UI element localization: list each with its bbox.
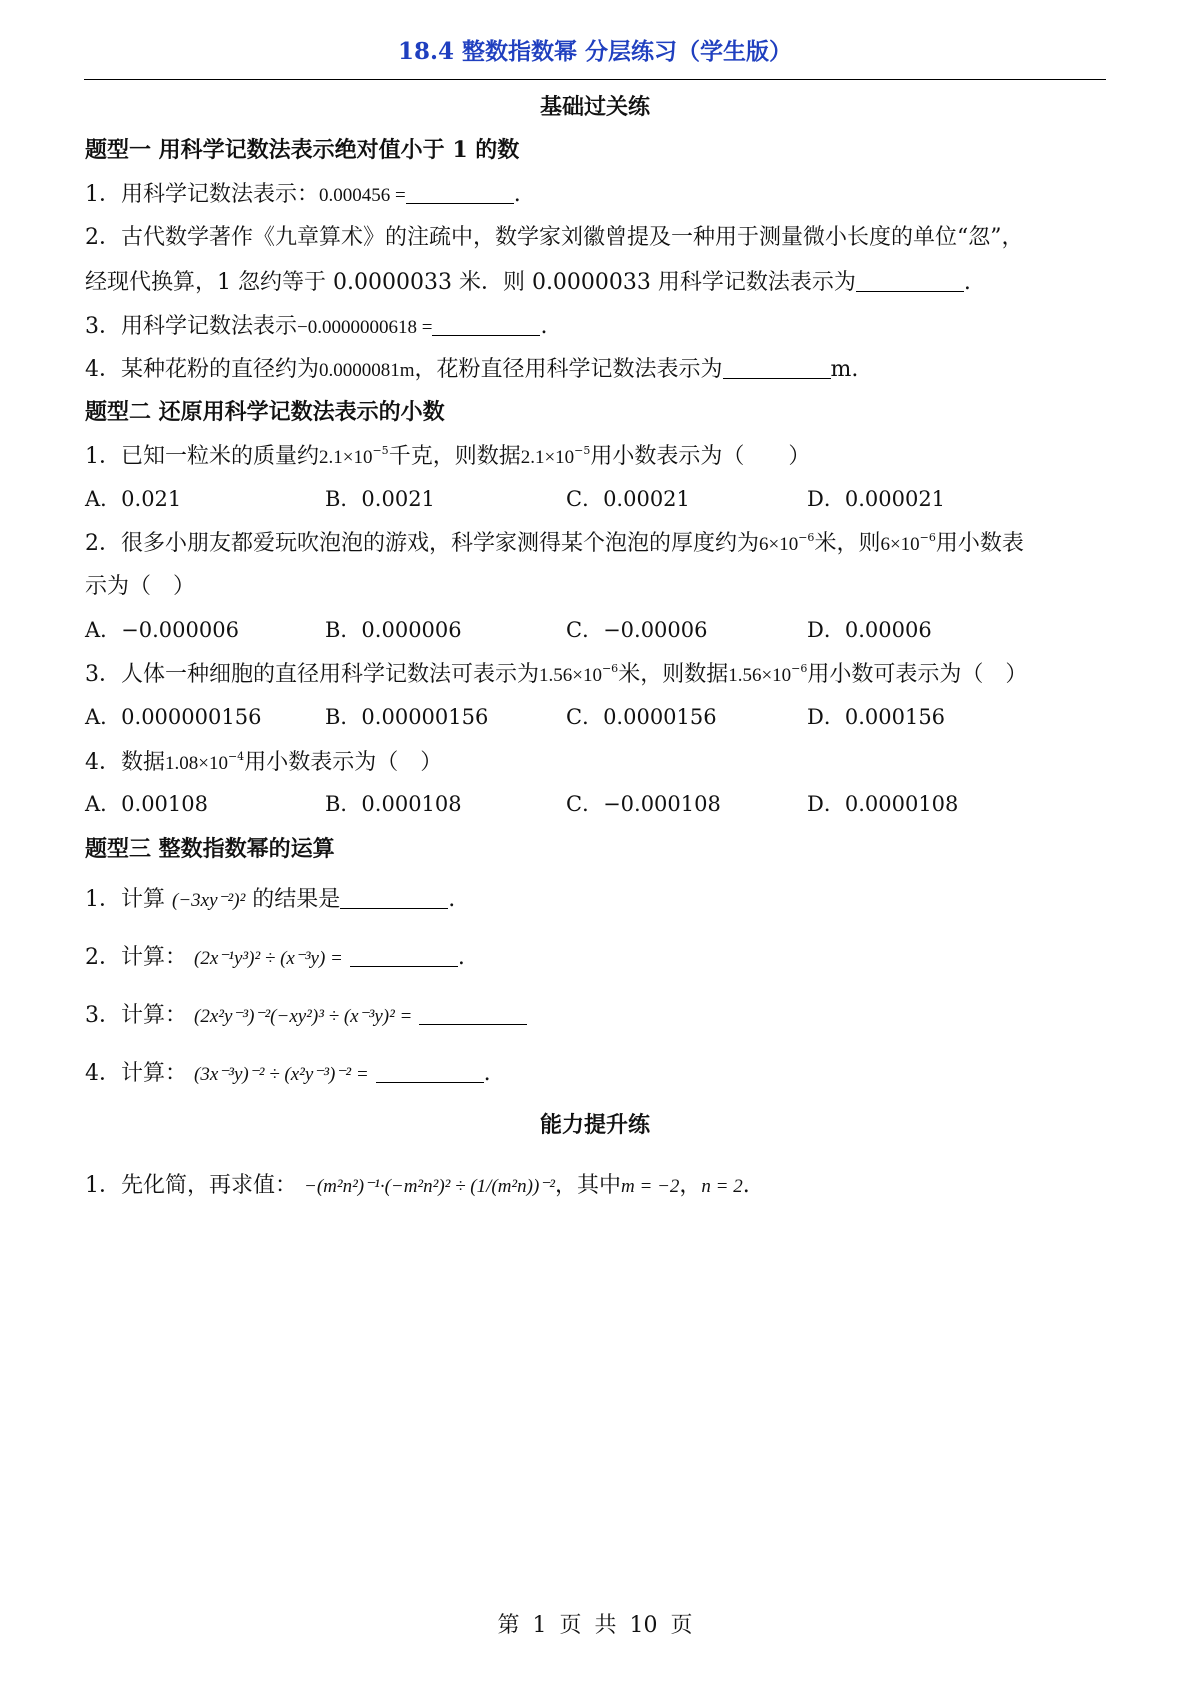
section-advanced-title: 能力提升练 [539,1112,650,1138]
type-two-heading: 题型二 还原用科学记数法表示的小数 [85,399,445,425]
t2-question-1: 1．已知一粒米的质量约$2.1\times 10^{-5}$千克，则数据$2.1\times 10^{-5}$用小数表示为（ ） [85,444,811,469]
type-one-heading: 题型一 用科学记数法表示绝对值小于 1 的数 [85,137,520,163]
t1-question-2-line-2: 经现代换算，1 忽约等于 0.0000033 米．则 0.0000033 用科学记数法表示为 . [85,270,971,295]
t2-q4-option-d[interactable]: D．0.0000108 [807,792,959,816]
t2-q3-option-c[interactable]: C．0.0000156 [566,705,717,729]
math-expression: (2x⁻¹y³)² ÷ (x⁻³y) = [194,948,343,969]
type-three-heading: 题型三 整数指数幂的运算 [85,836,335,862]
answer-blank [340,886,448,909]
adv-question-1: 1．先化简，再求值： −(m²n²)⁻¹·(−m²n²)² ÷ (1/(m²n))⁻²，其中m = −2，n = 2. [85,1173,750,1198]
t2-question-4: 4．数据$1.08\times 10^{-4}$用小数表示为（ ） [85,750,443,775]
t2-q2-option-c[interactable]: C．−0.00006 [566,618,708,642]
t1-question-3: 3．用科学记数法表示−0.0000000618 = . [85,314,548,339]
t3-question-4: 4．计算： (3x⁻³y)⁻² ÷ (x²y⁻³)⁻² = . [85,1061,491,1086]
t2-q4-option-a[interactable]: A．0.00108 [85,792,209,816]
t2-q1-option-a[interactable]: A．0.021 [85,487,182,511]
t2-question-3: 3．人体一种细胞的直径用科学记数法可表示为$1.56\times 10^{-6}$米，则数据$1.56\times 10^{-6}$用小数可表示为（ ） [85,662,1028,687]
page-title: 18.4 整数指数幂 分层练习（学生版） [397,38,793,65]
t2-question-2-line-1: 2．很多小朋友都爱玩吹泡泡的游戏，科学家测得某个泡泡的厚度约为$6\times 10^{-6}$米，则$6\times 10^{-6}$用小数表 [85,531,1024,556]
t1-question-2-line-1: 2．古代数学著作《九章算术》的注疏中，数学家刘徽曾提及一种用于测量微小长度的单位“忽”， [85,225,1024,250]
answer-blank [856,269,964,292]
t2-q1-option-d[interactable]: D．0.000021 [807,487,946,511]
t1-question-1: 1．用科学记数法表示：0.000456 = . [85,182,521,207]
t2-q1-option-c[interactable]: C．0.00021 [566,487,690,511]
answer-blank [723,356,831,379]
math-expression: (−3xy⁻²)² [172,890,246,911]
t2-q2-option-b[interactable]: B．0.000006 [325,618,462,642]
t2-q4-option-c[interactable]: C．−0.000108 [566,792,721,816]
t2-q1-option-b[interactable]: B．0.0021 [325,487,435,511]
answer-blank [432,313,540,336]
answer-blank [350,944,458,967]
page-footer: 第 1 页 共 10 页 [497,1613,693,1638]
answer-blank [406,181,514,204]
answer-blank [376,1060,484,1083]
t2-q2-option-d[interactable]: D．0.00006 [807,618,932,642]
t2-q2-option-a[interactable]: A．−0.000006 [85,618,239,642]
answer-blank [419,1002,527,1025]
t3-question-1: 1．计算 (−3xy⁻²)² 的结果是 . [85,887,456,912]
math-expression: −(m²n²)⁻¹·(−m²n²)² ÷ (1/(m²n))⁻² [304,1176,556,1197]
t2-q3-option-a[interactable]: A．0.000000156 [85,705,262,729]
t2-q4-option-b[interactable]: B．0.000108 [325,792,462,816]
math-expression: (3x⁻³y)⁻² ÷ (x²y⁻³)⁻² = [194,1064,369,1085]
section-basic-title: 基础过关练 [539,94,650,120]
t3-question-3: 3．计算： (2x²y⁻³)⁻²(−xy²)³ ÷ (x⁻³y)² = [85,998,527,1029]
math-expression: (2x²y⁻³)⁻²(−xy²)³ ÷ (x⁻³y)² = [194,1006,413,1027]
t2-question-2-line-2: 示为（ ） [85,574,196,599]
header-divider [84,79,1106,80]
t3-question-2: 2．计算： (2x⁻¹y³)² ÷ (x⁻³y) = . [85,945,465,970]
t2-q3-option-b[interactable]: B．0.00000156 [325,705,489,729]
t2-q3-option-d[interactable]: D．0.000156 [807,705,946,729]
t1-question-4: 4．某种花粉的直径约为0.0000081m，花粉直径用科学记数法表示为 m. [85,357,859,382]
